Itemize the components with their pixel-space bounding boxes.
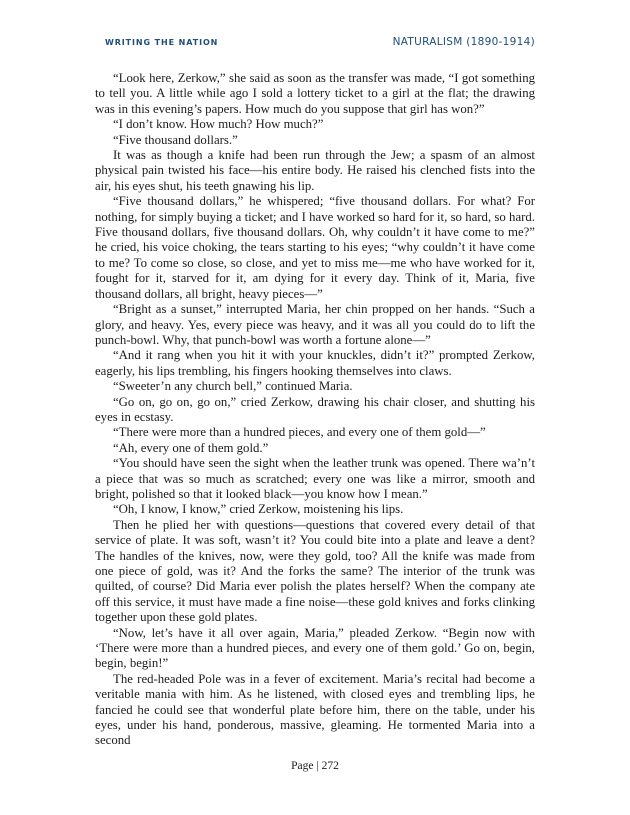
body-text bbox=[95, 71, 535, 749]
running-header-left: WRITING THE NATION bbox=[105, 38, 219, 47]
paragraph: “I don’t know. How much? How much?” bbox=[113, 117, 324, 132]
paragraph: Then he plied her with questions—questions that covered every detail of that service of plate. It was soft, wasn’t it? You could bite into a plate and leave a dent? The handles of the knives, now, were they gold, too? All the knife was made from one piece of gold, was it? And the forks the same? The interior of the trunk was quilted, of course? Did Maria ever polish the plates herself? When the company ate off this service, it must have made a fine noise—these gold knives and forks clinking together upon these gold plates. bbox=[95, 517, 535, 625]
paragraph: “Bright as a sunset,” interrupted Maria, her chin propped on her hands. “Such a glory, and heavy. Yes, every piece was heavy, and it was all you could do to lift the punch-bowl. Why, that punch-bowl was worth a fortune alone—” bbox=[95, 302, 535, 347]
running-header bbox=[95, 36, 535, 48]
paragraph: “Sweeter’n any church bell,” continued Maria. bbox=[113, 379, 353, 394]
paragraph: “There were more than a hundred pieces, and every one of them gold—” bbox=[113, 425, 486, 440]
paragraph: “And it rang when you hit it with your knuckles, didn’t it?” prompted Zerkow, eagerly, his lips trembling, his fingers hooking themselves into claws. bbox=[95, 348, 535, 378]
paragraph: “Look here, Zerkow,” she said as soon as the transfer was made, “I got something to tell you. A little while ago I sold a lottery ticket to a girl at the flat; the drawing was in this evening’s papers. How much do you suppose that girl has won?” bbox=[95, 71, 535, 116]
paragraph: It was as though a knife had been run through the Jew; a spasm of an almost physical pain twisted his face—his entire body. He raised his clenched fists into the air, his eyes shut, his teeth gnawing his lip. bbox=[95, 148, 535, 193]
paragraph: “You should have seen the sight when the leather trunk was opened. There wa’n’t a piece that was so much as scratched; every one was like a mirror, smooth and bright, polished so that it looked black—you know how I mean.” bbox=[95, 456, 535, 501]
paragraph: “Five thousand dollars.” bbox=[113, 132, 238, 147]
paragraph: The red-headed Pole was in a fever of excitement. Maria’s recital had become a veritable mania with him. As he listened, with closed eyes and trembling lips, he fancied he could see that wonderful plate before him, there on the table, under his eyes, under his hand, ponderous, massive, gleaming. He tormented Maria into a second bbox=[95, 671, 535, 748]
paragraph: “Go on, go on, go on,” cried Zerkow, drawing his chair closer, and shutting his eyes in ecstasy. bbox=[95, 394, 535, 424]
page-number: Page | 272 bbox=[291, 760, 339, 772]
paragraph: “Ah, every one of them gold.” bbox=[113, 440, 269, 455]
page-footer bbox=[0, 760, 630, 772]
running-header-right: NATURALISM (1890-1914) bbox=[392, 36, 535, 48]
paragraph: “Five thousand dollars,” he whispered; “five thousand dollars. For what? For nothing, for simply buying a ticket; and I have worked so hard for it, so hard, so hard. Five thousand dollars, five thousand dollars. Oh, why couldn’t it have come to me?” he cried, his voice choking, the tears starting to his eyes; “why couldn’t it have come to me? To come so close, so close, and yet to miss me—me who have worked for it, fought for it, starved for it, am dying for it every day. Think of it, Maria, five thousand dollars, all bright, heavy pieces—” bbox=[95, 194, 535, 301]
paragraph: “Oh, I know, I know,” cried Zerkow, moistening his lips. bbox=[113, 502, 404, 517]
paragraph: “Now, let’s have it all over again, Maria,” pleaded Zerkow. “Begin now with ‘There were more than a hundred pieces, and every one of them gold.’ Go on, begin, begin, begin!” bbox=[95, 625, 535, 671]
